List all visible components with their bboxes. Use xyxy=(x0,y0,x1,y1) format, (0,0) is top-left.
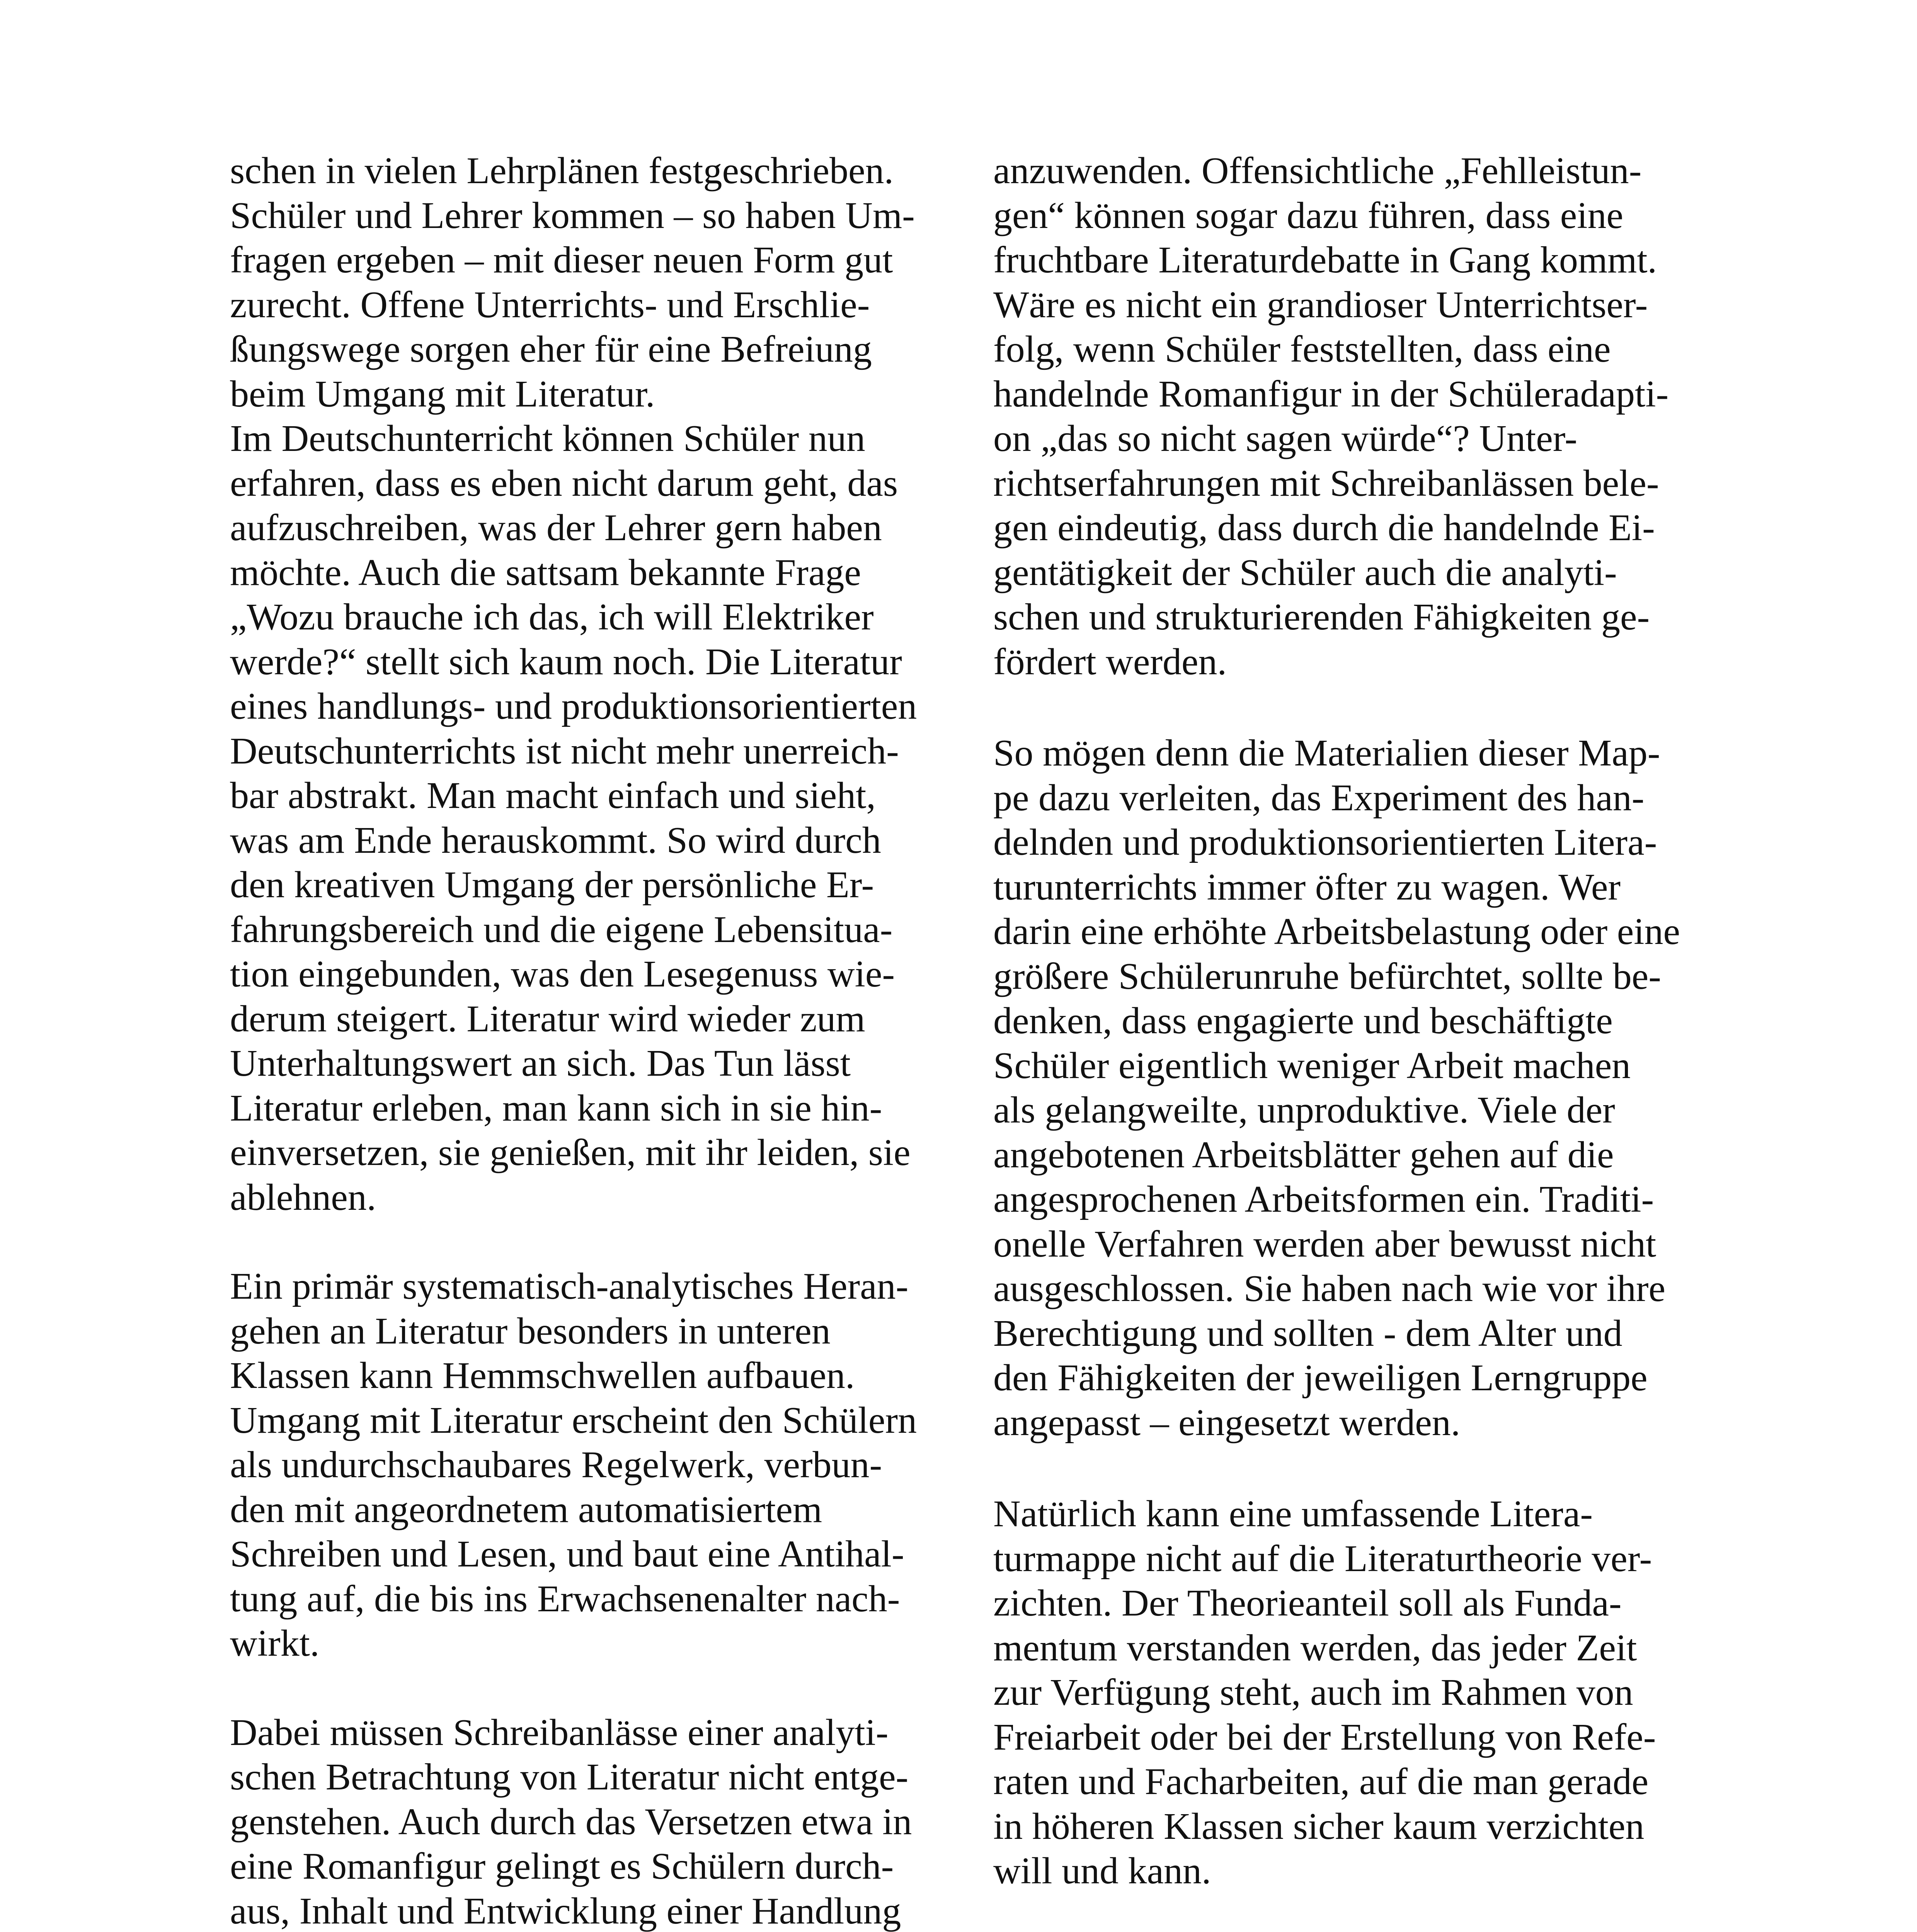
paragraph-left-1: schen in vielen Lehrplänen festgeschrieben. Schüler und Lehrer kommen – so haben Um- fragen ergeben – mit dieser neuen Form gut zurecht. Offene Unterrichts- und Erschlie- ßungswege sorgen eher für eine Befreiung beim Umgang mit Literatur. Im Deutschunterricht können Schüler nun erfahren, dass es eben nicht darum geht, das aufzuschreiben, was der Lehrer gern haben möchte. Auch die sattsam bekannte Frage „Wozu brauche ich das, ich will Elektriker werde?“ stellt sich kaum noch. Die Literatur eines handlungs- und produktionsorientierten Deutschunterrichts ist nicht mehr unerreich- bar abstrakt. Man macht einfach und sieht, was am Ende herauskommt. So wird durch den kreativen Umgang der persönliche Er- fahrungsbereich und die eigene Lebensitua- tion eingebunden, was den Lesegenuss wie- derum steigert. Literatur wird wieder zum Unterhaltungswert an sich. Das Tun lässt Literatur erleben, man kann sich in sie hin- einversetzen, sie genießen, mit ihr leiden, sie ablehnen. xyxy=(230,150,917,1218)
paragraph-right-3: Natürlich kann eine umfassende Litera- turmappe nicht auf die Literaturtheorie ver- zichten. Der Theorieanteil soll als Funda- mentum verstanden werden, das jeder Zeit zur Verfügung steht, auch im Rahmen von Freiarbeit oder bei der Erstellung von Refe- raten und Facharbeiten, auf die man gerade in höheren Klassen sicher kaum verzichten will und kann. xyxy=(993,1493,1656,1892)
left-text-column xyxy=(230,149,957,1932)
paragraph-right-1: anzuwenden. Offensichtliche „Fehlleistun- gen“ können sogar dazu führen, dass eine fruchtbare Literaturdebatte in Gang kommt. Wäre es nicht ein grandioser Unterrichtser- folg, wenn Schüler feststellten, dass eine handelnde Romanfigur in der Schüleradapti- on „das so nicht sagen würde“? Unter- richtserfahrungen mit Schreibanlässen bele- gen eindeutig, dass durch die handelnde Ei- gentätigkeit der Schüler auch die analyti- schen und strukturierenden Fähigkeiten ge- fördert werden. xyxy=(993,150,1669,683)
paragraph-right-2: So mögen denn die Materialien dieser Map- pe dazu verleiten, das Experiment des han- delnden und produktionsorientierten Litera- turunterrichts immer öfter zu wagen. Wer darin eine erhöhte Arbeitsbelastung oder eine größere Schülerunruhe befürchtet, sollte be- denken, dass engagierte und beschäftigte Schüler eigentlich weniger Arbeit machen als gelangweilte, unproduktive. Viele der angebotenen Arbeitsblätter gehen auf die angesprochenen Arbeitsformen ein. Traditi- onelle Verfahren werden aber bewusst nicht ausgeschlossen. Sie haben nach wie vor ihre Berechtigung und sollten - dem Alter und den Fähigkeiten der jeweiligen Lerngruppe angepasst – eingesetzt werden. xyxy=(993,732,1680,1444)
paragraph-left-2: Ein primär systematisch-analytisches Heran- gehen an Literatur besonders in unteren Klassen kann Hemmschwellen aufbauen. Umgang mit Literatur erscheint den Schülern als undurchschaubares Regelwerk, verbun- den mit angeordnetem automatisiertem Schreiben und Lesen, und baut eine Antihal- tung auf, die bis ins Erwachsenenalter nach- wirkt. xyxy=(230,1265,917,1664)
right-text-column xyxy=(993,149,1728,1894)
paragraph-left-3: Dabei müssen Schreibanlässe einer analyti- schen Betrachtung von Literatur nicht entge- genstehen. Auch durch das Versetzen etwa in eine Romanfigur gelingt es Schülern durch- aus, Inhalt und Entwicklung einer Handlung xyxy=(230,1711,912,1932)
